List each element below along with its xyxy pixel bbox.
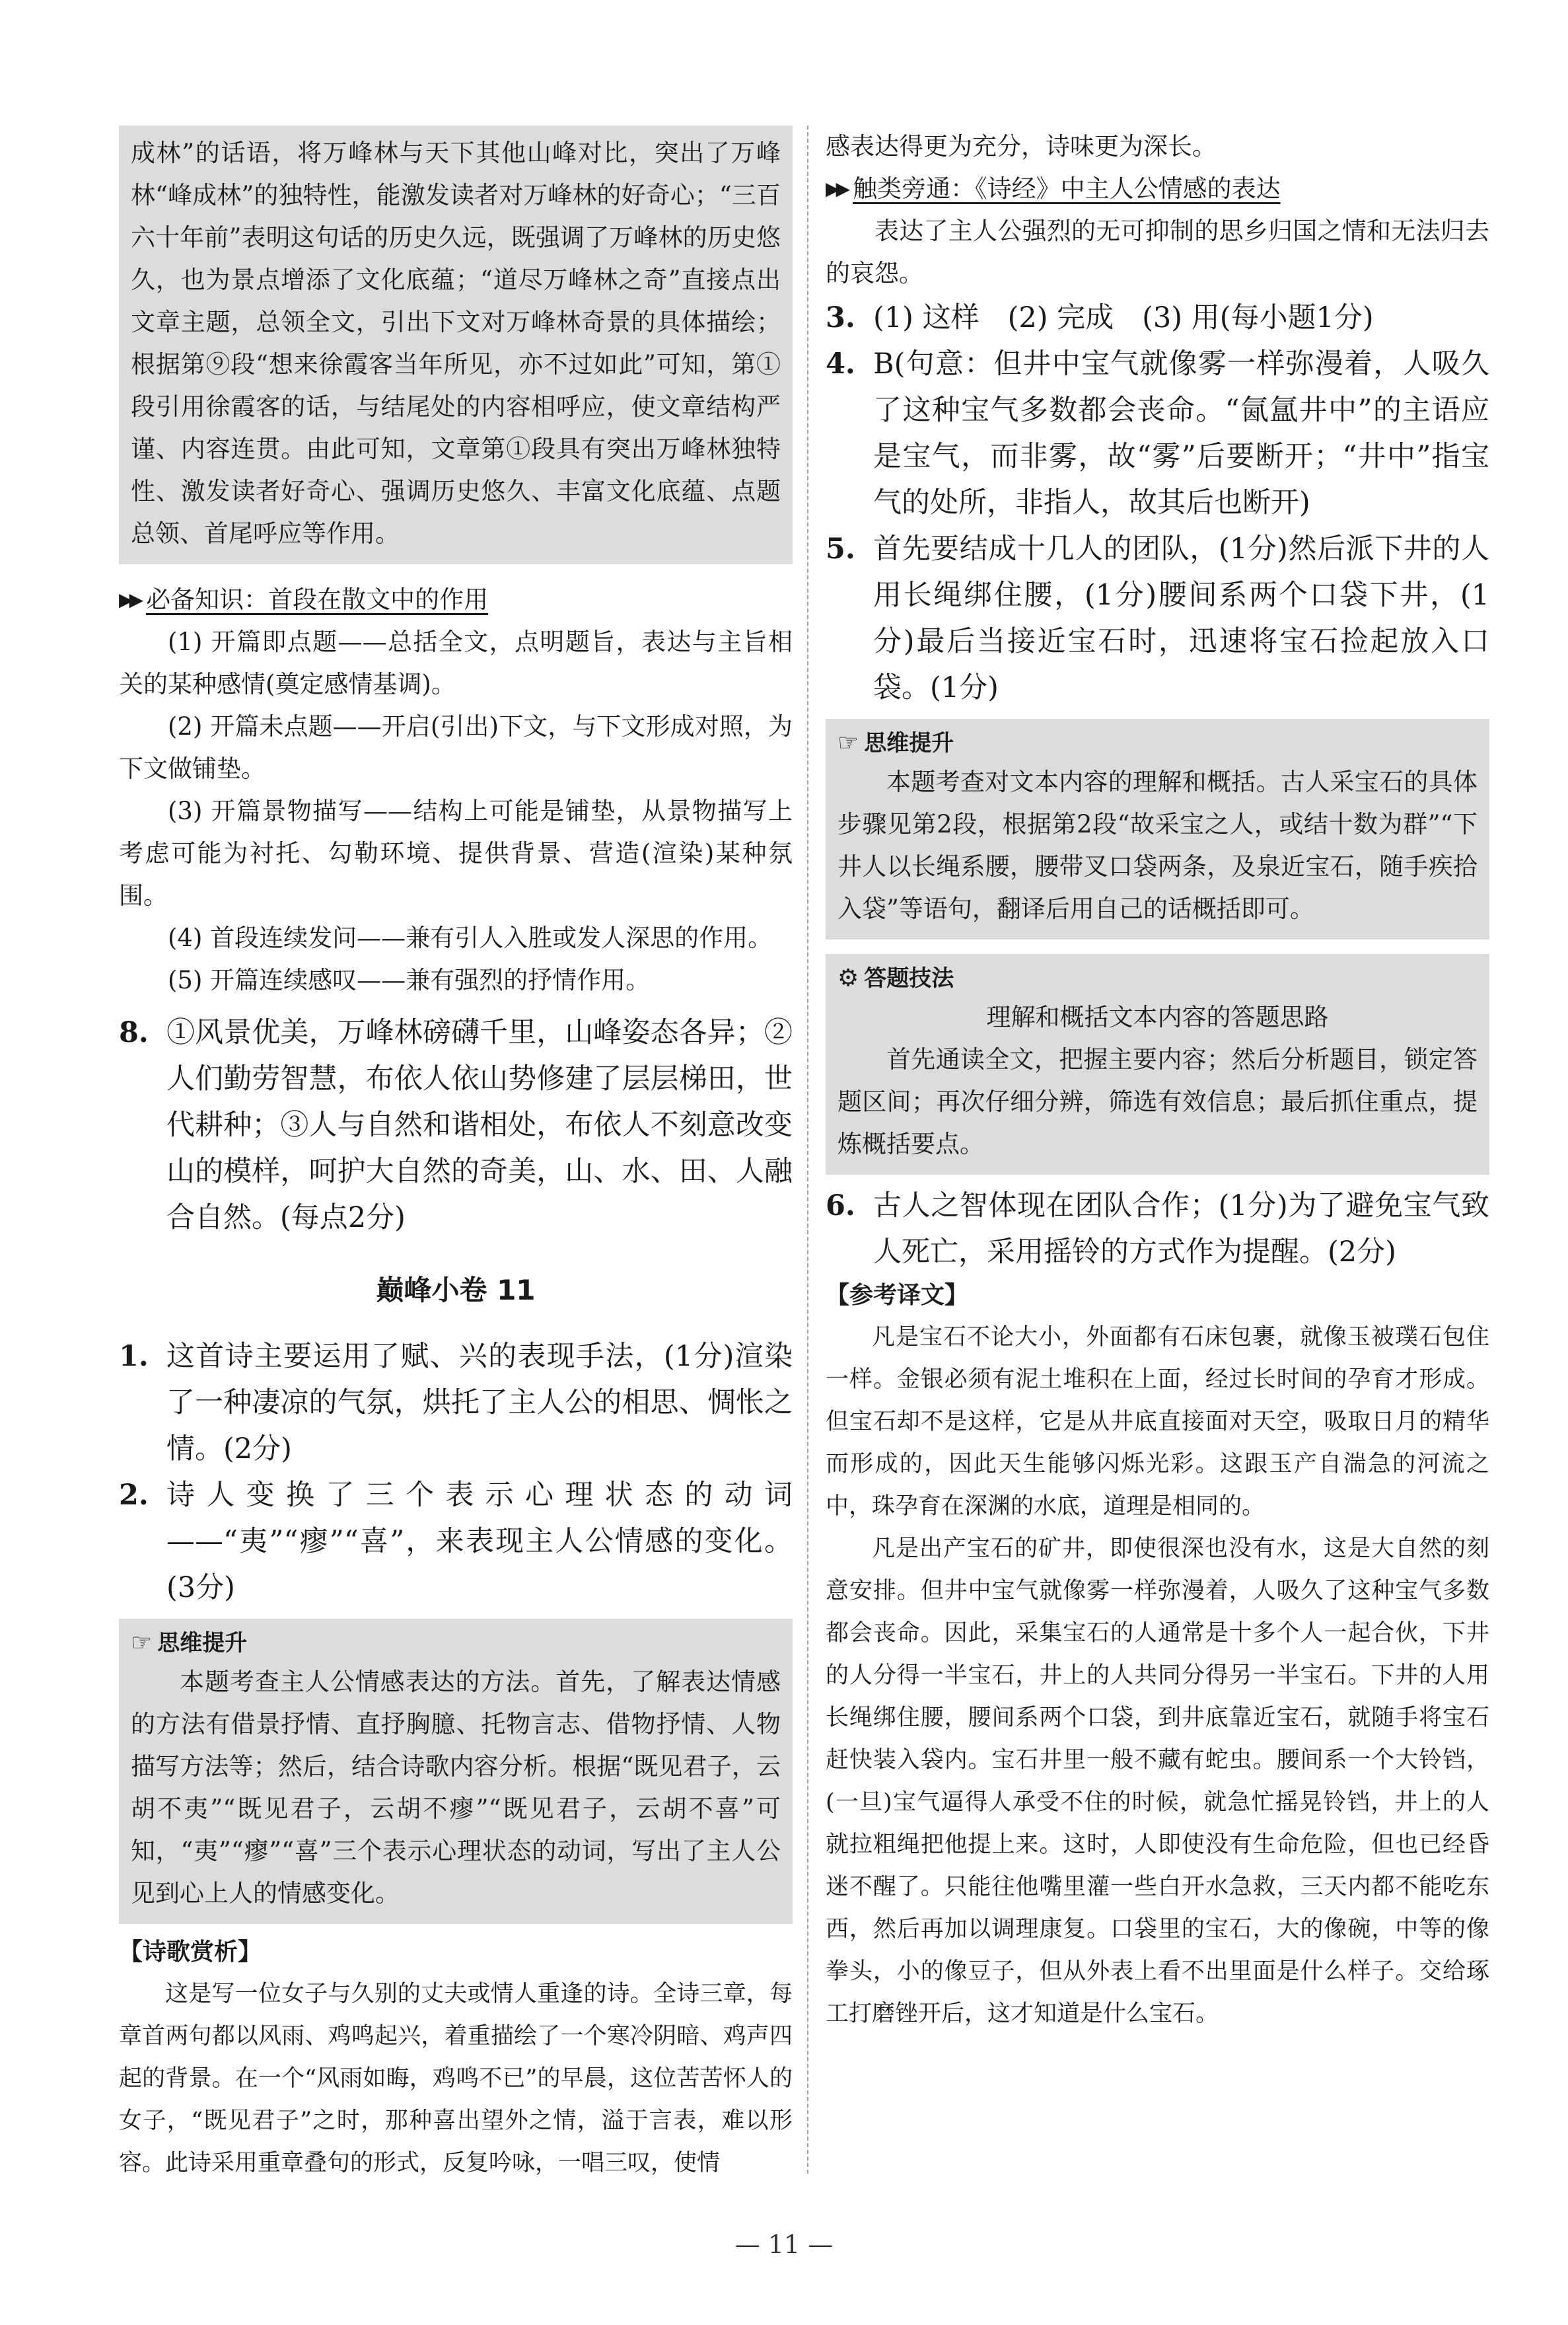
gears-icon: ⚙ [837, 965, 859, 992]
technique-title-row [837, 961, 1478, 996]
touch-title: 触类旁通：《诗经》中主人公情感的表达 [853, 174, 1281, 203]
analysis-box [119, 126, 793, 564]
thinking-title-row [131, 1625, 781, 1661]
answer-6 [826, 1183, 1489, 1275]
pointing-hand-icon: ☞ [131, 1629, 153, 1656]
knowledge-item-1: (1) 开篇即点题——总括全文，点明题旨，表达与主旨相关的某种感情(奠定感情基调)。 [119, 628, 793, 698]
answer-number: 8. [119, 1016, 149, 1049]
technique-box [826, 954, 1489, 1175]
thinking-text: 本题考查对文本内容的理解和概括。古人采宝石的具体步骤见第2段，根据第2段“故采宝之人，或结十数为群”“下井人以长绳系腰，腰带叉口袋两条，及泉近宝石，随手疾拾入袋”等语句，翻译后用自己的话概括即可。 [837, 768, 1478, 923]
knowledge-title: 必备知识：首段在散文中的作用 [146, 585, 489, 614]
answer-number: 5. [826, 533, 855, 566]
answer-text: (1) 这样 (2) 完成 (3) 用(每小题1分) [873, 301, 1374, 334]
answer-text: 这首诗主要运用了赋、兴的表现手法，(1分)渲染了一种凄凉的气氛，烘托了主人公的相思、惆怅之情。(2分) [166, 1340, 793, 1465]
pointing-hand-icon: ☞ [837, 729, 859, 757]
double-arrow-icon: ▶▶ [826, 178, 847, 200]
answer-text: ①风景优美，万峰林磅礴千里，山峰姿态各异；②人们勤劳智慧，布依人依山势修建了层层梯田，世代耕种；③人与自然和谐相处，布依人不刻意改变山的模样，呵护大自然的奇美，山、水、田、人融合自然。(每点2分) [166, 1016, 793, 1234]
technique-title: 答题技法 [864, 965, 954, 992]
technique-text: 首先通读全文，把握主要内容；然后分析题目，锁定答题区间；再次仔细分辨，筛选有效信息；最后抓住重点，提炼概括要点。 [837, 1045, 1478, 1158]
poem-heading: 【诗歌赏析】 [119, 1938, 262, 1966]
knowledge-item-3: (3) 开篇景物描写——结构上可能是铺垫，从景物描写上考虑可能为衬托、勾勒环境、提供背景、营造(渲染)某种氛围。 [119, 797, 793, 910]
answer-text: 古人之智体现在团队合作；(1分)为了避免宝气致人死亡，采用摇铃的方式作为提醒。(2分) [873, 1189, 1489, 1269]
answer-text: B(句意：但井中宝气就像雾一样弥漫着，人吸久了这种宝气多数都会丧命。“氤氲井中”的主语应是宝气，而非雾，故“雾”后要断开；“井中”指宝气的处所，非指人，故其后也断开) [873, 348, 1489, 519]
answer-text: 首先要结成十几人的团队，(1分)然后派下井的人用长绳绑住腰，(1分)腰间系两个口袋下井，(1分)最后当接近宝石时，迅速将宝石捡起放入口袋。(1分) [873, 533, 1489, 704]
answer-3 [826, 295, 1489, 341]
answer-number: 4. [826, 348, 855, 381]
answer-1 [119, 1333, 793, 1472]
thinking-box [119, 1619, 793, 1924]
poem-text: 这是写一位女子与久别的丈夫或情人重逢的诗。全诗三章，每章首两句都以风雨、鸡鸣起兴，着重描绘了一个寒冷阴暗、鸡声四起的背景。在一个“风雨如晦，鸡鸣不已”的早晨，这位苦苦怀人的女子，“既见君子”之时，那种喜出望外之情，溢于言表，难以形容。此诗采用重章叠句的形式，反复吟咏，一唱三叹，使情 [119, 1981, 793, 2176]
knowledge-header [119, 579, 793, 621]
answer-2 [119, 1472, 793, 1611]
analysis-text: 成林”的话语，将万峰林与天下其他山峰对比，突出了万峰林“峰成林”的独特性，能激发读者对万峰林的好奇心；“三百六十年前”表明这句话的历史久远，既强调了万峰林的历史悠久，也为景点增添了文化底蕴；“道尽万峰林之奇”直接点出文章主题，总领全文，引出下文对万峰林奇景的具体描绘；根据第⑨段“想来徐霞客当年所见，亦不过如此”可知，第①段引用徐霞客的话，与结尾处的内容相呼应，使文章结构严谨、内容连贯。由此可知，文章第①段具有突出万峰林独特性、激发读者好奇心、强调历史悠久、丰富文化底蕴、点题总领、首尾呼应等作用。 [131, 139, 781, 548]
knowledge-item-5: (5) 开篇连续感叹——兼有强烈的抒情作用。 [168, 966, 651, 994]
answer-8 [119, 1010, 793, 1241]
answer-number: 1. [119, 1340, 149, 1373]
answer-text: 诗人变换了三个表示心理状态的动词——“夷”“瘳”“喜”，来表现主人公情感的变化。(3分) [166, 1479, 793, 1604]
technique-subtitle: 理解和概括文本内容的答题思路 [986, 1003, 1329, 1031]
knowledge-item-2: (2) 开篇未点题——开启(引出)下文，与下文形成对照，为下文做铺垫。 [119, 712, 793, 783]
column-divider [807, 126, 808, 2174]
answer-number: 2. [119, 1479, 149, 1512]
section-title: 巅峰小卷 11 [376, 1274, 536, 1306]
knowledge-item-4: (4) 首段连续发问——兼有引人入胜或发人深思的作用。 [168, 924, 773, 952]
thinking-title: 思维提升 [864, 730, 954, 757]
thinking-box [826, 719, 1489, 940]
thinking-title: 思维提升 [157, 1630, 248, 1656]
reference-paragraph-1: 凡是宝石不论大小，外面都有石床包裹，就像玉被璞石包住一样。金银必须有泥土堆积在上面，经过长时间的孕育才形成。但宝石却不是这样，它是从井底直接面对天空，吸取日月的精华而形成的，因此天生能够闪烁光彩。这跟玉产自湍急的河流之中，珠孕育在深渊的水底，道理是相同的。 [826, 1324, 1489, 1520]
double-arrow-icon: ▶▶ [119, 589, 140, 610]
touch-header [826, 168, 1489, 210]
thinking-text: 本题考查主人公情感表达的方法。首先，了解表达情感的方法有借景抒情、直抒胸臆、托物言志、借物抒情、人物描写方法等；然后，结合诗歌内容分析。根据“既见君子，云胡不夷”“既见君子，云胡不瘳”“既见君子，云胡不喜”可知，“夷”“瘳”“喜”三个表示心理状态的动词，写出了主人公见到心上人的情感变化。 [131, 1668, 781, 1907]
thinking-title-row [837, 725, 1478, 761]
answer-5 [826, 526, 1489, 711]
touch-text: 表达了主人公强烈的无可抑制的思乡归国之情和无法归去的哀怨。 [826, 217, 1489, 287]
right-column [826, 126, 1489, 2035]
reference-heading: 【参考译文】 [826, 1282, 969, 1309]
page-number: — 11 — [734, 2230, 834, 2259]
answer-number: 3. [826, 301, 855, 334]
reference-paragraph-2: 凡是出产宝石的矿井，即使很深也没有水，这是大自然的刻意安排。但井中宝气就像雾一样弥漫着，人吸久了这种宝气多数都会丧命。因此，采集宝石的人通常是十多个人一起合伙，下井的人分得一半宝石，井上的人共同分得另一半宝石。下井的人用长绳绑住腰，腰间系两个口袋，到井底靠近宝石，就随手将宝石赶快装入袋内。宝石井里一般不藏有蛇虫。腰间系一个大铃铛，(一旦)宝气逼得人承受不住的时候，就急忙摇晃铃铛，井上的人就拉粗绳把他提上来。这时，人即使没有生命危险，但也已经昏迷不醒了。只能往他嘴里灌一些白开水急救，三天内都不能吃东西，然后再加以调理康复。口袋里的宝石，大的像碗，中等的像拳头，小的像豆子，但从外表上看不出里面是什么样子。交给琢工打磨锉开后，这才知道是什么宝石。 [826, 1535, 1489, 2027]
answer-number: 6. [826, 1189, 855, 1222]
left-column [119, 126, 793, 2184]
continued-text: 感表达得更为充分，诗味更为深长。 [826, 132, 1217, 161]
answer-4 [826, 341, 1489, 526]
